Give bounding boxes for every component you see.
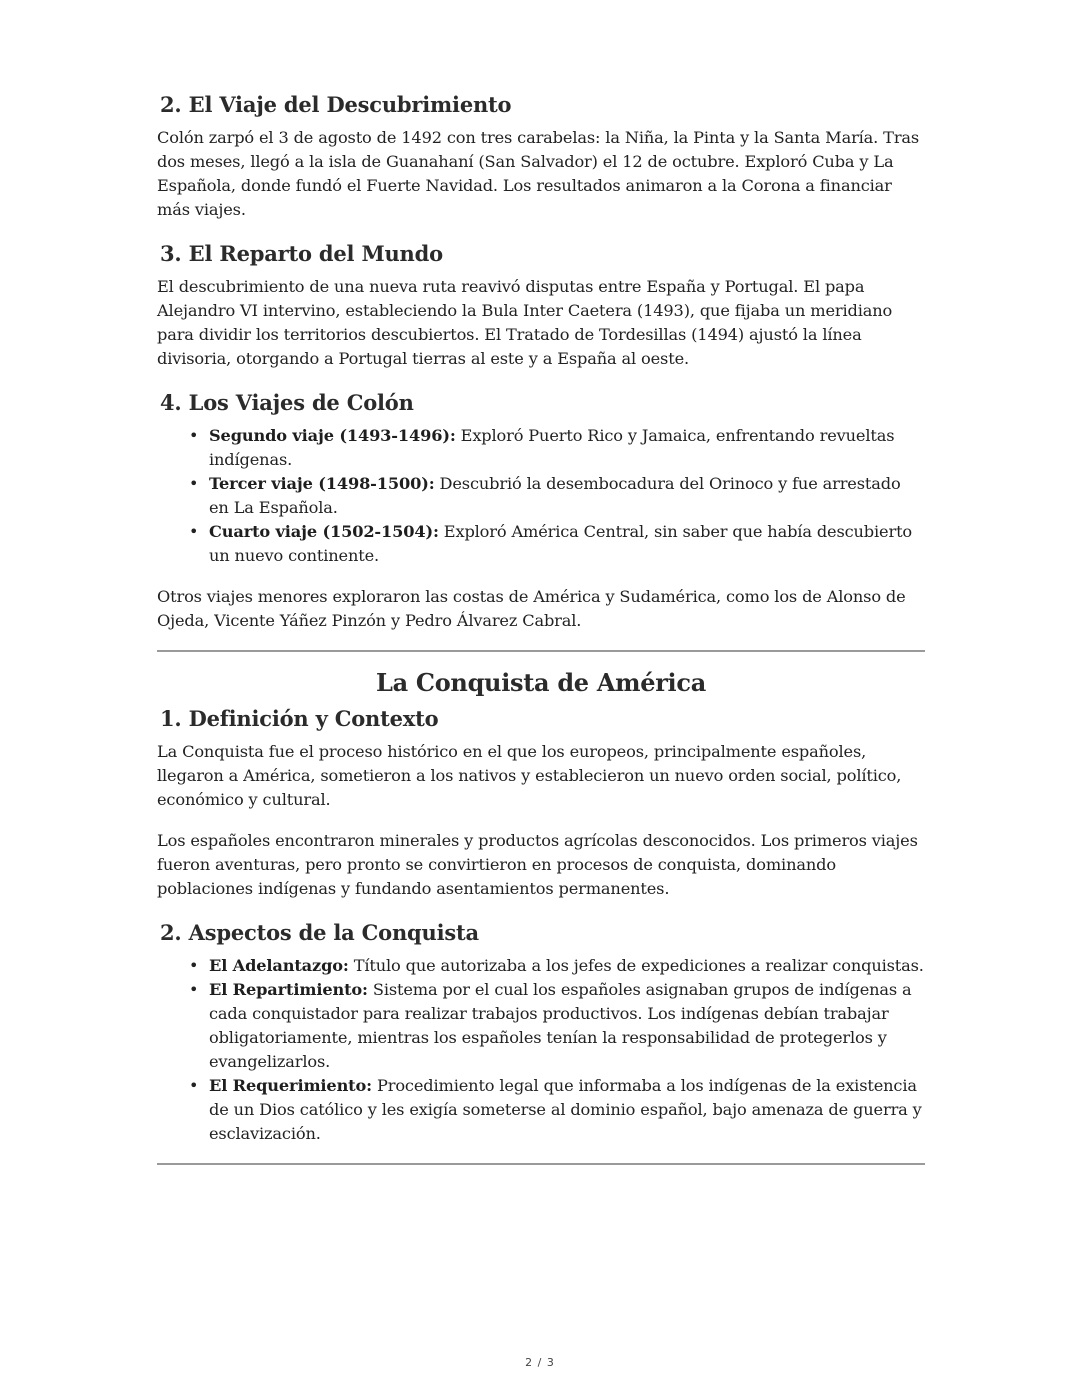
list-item-term: Segundo viaje (1493-1496):: [209, 426, 456, 445]
bullet-icon: •: [189, 1076, 199, 1095]
bullet-icon: •: [189, 426, 199, 445]
document-page: [157, 90, 925, 1171]
heading-viajes-colon: 4. Los Viajes de Colón: [160, 390, 414, 415]
bullet-icon: •: [189, 522, 199, 541]
paragraph-reparto-mundo: El descubrimiento de una nueva ruta reavivó disputas entre España y Portugal. El papa Alejandro VI intervino, estableciendo la Bula Inter Caetera (1493), que fijaba un meridiano para dividir los territorios descubiertos. El Tratado de Tordesillas (1494) ajustó la línea divisoria, otorgando a Portugal tierras al este y a España al oeste.: [157, 277, 893, 368]
paragraph-definicion: La Conquista fue el proceso histórico en el que los europeos, principalmente españoles, llegaron a América, sometieron a los nativos y establecieron un nuevo orden social, político, económico y cultural.: [157, 742, 902, 809]
list-item-term: El Repartimiento:: [209, 980, 368, 999]
list-item-desc: Exploró Puerto Rico y Jamaica, enfrentando revueltas indígenas.: [209, 426, 895, 469]
list-item-desc: Procedimiento legal que informaba a los indígenas de la existencia de un Dios católico y les exigía someterse al dominio español, bajo amenaza de guerra y esclavización.: [209, 1076, 922, 1143]
list-item: [189, 1074, 925, 1146]
heading-viaje-descubrimiento: 2. El Viaje del Descubrimiento: [160, 92, 512, 117]
paragraph-viaje-descubrimiento: Colón zarpó el 3 de agosto de 1492 con tres carabelas: la Niña, la Pinta y la Santa María. Tras dos meses, llegó a la isla de Guanahaní (San Salvador) el 12 de octubre. Exploró Cuba y La Española, donde fundó el Fuerte Navidad. Los resultados animaron a la Corona a financiar más viajes.: [157, 128, 920, 219]
list-item-term: El Adelantazgo:: [209, 956, 349, 975]
section-viaje-descubrimiento: [157, 90, 925, 222]
list-viajes-colon: [157, 424, 925, 568]
section-aspectos-conquista: [157, 918, 925, 1146]
list-item: [189, 472, 925, 520]
page-indicator: 2 / 3: [525, 1356, 555, 1369]
divider: [157, 650, 925, 652]
list-item-desc: Sistema por el cual los españoles asignaban grupos de indígenas a cada conquistador para realizar trabajos productivos. Los indígenas debían trabajar obligatoriamente, mientras los españoles tenían la responsabilidad de protegerlos y evangelizarlos.: [209, 980, 912, 1071]
list-aspectos-conquista: [157, 954, 925, 1146]
paragraph-contexto: Los españoles encontraron minerales y productos agrícolas desconocidos. Los primeros viajes fueron aventuras, pero pronto se convirtieron en procesos de conquista, dominando poblaciones indígenas y fundando asentamientos permanentes.: [157, 831, 918, 898]
heading-definicion-contexto: 1. Definición y Contexto: [160, 706, 439, 731]
section-viajes-colon: [157, 388, 925, 633]
list-item: [189, 954, 925, 978]
section-definicion-contexto: [157, 704, 925, 901]
section-reparto-mundo: [157, 239, 925, 371]
list-item-term: Cuarto viaje (1502-1504):: [209, 522, 439, 541]
list-item-desc: Descubrió la desembocadura del Orinoco y fue arrestado en La Española.: [209, 474, 901, 517]
heading-reparto-mundo: 3. El Reparto del Mundo: [160, 241, 443, 266]
bullet-icon: •: [189, 980, 199, 999]
list-item-desc: Título que autorizaba a los jefes de expediciones a realizar conquistas.: [348, 956, 924, 975]
list-item: [189, 978, 925, 1074]
list-item-term: El Requerimiento:: [209, 1076, 372, 1095]
bullet-icon: •: [189, 474, 199, 493]
heading-aspectos-conquista: 2. Aspectos de la Conquista: [160, 920, 479, 945]
list-item-desc: Exploró América Central, sin saber que había descubierto un nuevo continente.: [209, 522, 913, 565]
divider: [157, 1163, 925, 1165]
bullet-icon: •: [189, 956, 199, 975]
list-item-term: Tercer viaje (1498-1500):: [209, 474, 435, 493]
list-item: [189, 424, 925, 472]
list-item: [189, 520, 925, 568]
title-conquista-america: La Conquista de América: [376, 668, 706, 697]
paragraph-otros-viajes: Otros viajes menores exploraron las costas de América y Sudamérica, como los de Alonso de Ojeda, Vicente Yáñez Pinzón y Pedro Álvarez Cabral.: [157, 587, 906, 630]
